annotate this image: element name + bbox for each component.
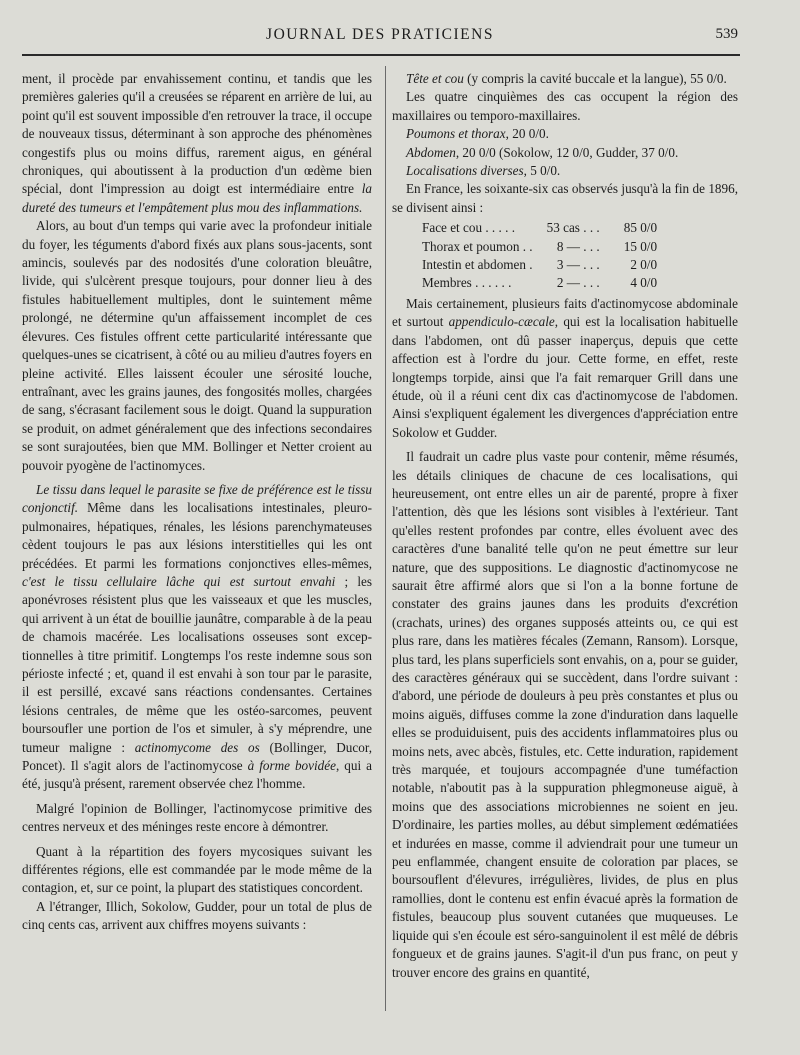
paragraph: ment, il procède par envahissement continu, et tandis que les premières galeries qu'il a creusées se réparent en arrière de lui, au point qu'il est souvent impossible d'en retrouver la trace, il occupe de nouveaux tissus, déterminant à son approche des phénomènes congestifs plus ou moins diffus, rarement aigus, en général chroniques, qui aboutissent à la production d'un œdème bien spécial, dont l'impression au doigt est intermédiaire entre la dureté des tumeurs et l'empâtement plus mou des inflammations. xyxy=(22,71,372,215)
paragraph: Mais certainement, plusieurs faits d'actinomycose abdominale et surtout appendiculo-cæcale, qui est la localisation habituelle dans l'abdomen, ont dû passer inaperçus, depuis que cette affection est à l'ordre du jour. Cette forme, en effet, reste longtemps torpide, ainsi que l'a fait remarquer Grill dans une étude, où il a réuni cent dix cas d'actinomycose de l'abdomen. Ainsi s'expliquent également les divergences d'appréciation entre Sokolow et Gudder. xyxy=(392,295,738,440)
paragraph: Malgré l'opinion de Bollinger, l'actinomycose primitive des centres nerveux et des méninges reste encore à démontrer. xyxy=(22,800,372,835)
paragraph: Le tissu dans lequel le parasite se fixe de préférence est le tissu conjonctif. Même dans les localisations intestinales, pleuro-pulmonaires, hépatiques, rénales, les lésions parenchymateuses cèdent toujours le pas aux lésions interstitielles qui les ont précédées. Et parmi les formations conjonctives elles-mêmes, c'est le tissu cellulaire lâche qui est surtout envahi ; les aponévroses résistent plus que les vaisseaux et que les muscles, qui arrivent à un état de bouillie jaunâtre, comparable à de la peau de chamois macérée. Les localisations osseuses sont exceptionnelles à titre primitif. Longtemps l'os reste indemne sous son périoste infecté ; et, quand il est envahi à son tour par le parasite, il est persillé, excavé sans réactions condensantes. Certaines lésions centrales, de même que les ostéo-sarcomes, peuvent boursoufler une portion de l'os et simuler, à s'y méprendre, une tumeur maligne : actinomycome des os (Bollinger, Ducor, Poncet). Il s'agit alors de l'actinomycose à forme bovidée, qui a été, jusqu'à présent, rarement observée chez l'homme. xyxy=(22,481,373,792)
left-column xyxy=(22,70,372,935)
percentage: 15 0/0 xyxy=(623,238,658,254)
distribution-table xyxy=(422,219,661,293)
case-count: 2 — . . . xyxy=(556,275,600,291)
region-label: Thorax et poumon . . xyxy=(422,238,533,254)
paragraph: A l'étranger, Illich, Sokolow, Gudder, pour un total de plus de cinq cents cas, arrivent aux chiffres moyens suivants : xyxy=(22,898,372,933)
column-divider xyxy=(385,66,386,1011)
region-label: Membres . . . . . . xyxy=(422,275,512,291)
paragraph: En France, les soixante-six cas observés jusqu'à la fin de 1896, se divisent ainsi : xyxy=(392,181,738,215)
paragraph: Les quatre cinquièmes des cas occupent la région des maxillaires ou temporo-maxillaires. xyxy=(392,89,738,123)
table-row xyxy=(422,219,661,237)
page-number: 539 xyxy=(715,26,738,42)
case-count: 53 cas . . . xyxy=(546,220,600,236)
paragraph: Abdomen, 20 0/0 (Sokolow, 12 0/0, Gudder, 37 0/0. xyxy=(406,144,679,160)
percentage: 2 0/0 xyxy=(630,257,658,273)
percentage: 4 0/0 xyxy=(630,275,658,291)
table-row xyxy=(422,238,661,256)
table-row xyxy=(422,256,661,274)
right-column xyxy=(392,70,738,982)
case-count: 3 — . . . xyxy=(556,257,600,273)
paragraph: Alors, au bout d'un temps qui varie avec la profondeur initiale du foyer, les téguments d'abord fixés aux plans sous-jacents, sont amincis, soulevés par des nodosités d'une coloration bleuâtre, livide, qui s'ulcèrent presque toujours, pour donner lieu à des fistules habituellement multiples, dont le suintement même prolongé, ne détermine qu'un affaissement incomplet de ces élevures. Ces fistules offrent cette particularité intéressante que quelques-unes se cicatrisent, à côté ou au milieu d'autres foyers en pleine activité. Elles laissent écouler une sérosité louche, entraînant, avec les grains jaunes, des fongosités molles, chargées de sang, s'écrasant facilement sous le doigt. Quand la suppuration se produit, on admet généralement que des infections secondaires se sont surajoutées, bien que MM. Bollinger et Netter croient au pouvoir pyogène de l'actinomyces. xyxy=(22,218,372,473)
paragraph: Il faudrait un cadre plus vaste pour contenir, même résumés, les détails cliniques de chacune de ces localisations, qui heureusement, ont entre elles un air de parenté, propre à fixer l'attention, dès que les lésions sont visibles à l'extérieur. Tant qu'elles restent profondes par contre, elles évoluent avec des caractères d'une banalité telle qu'on ne peut émettre sur leur nature, que des suppositions. Le diagnostic d'actinomycose ne saurait être affirmé alors que si l'on a la bonne fortune de constater des grains jaunes dans les produits d'excrétion (crachats, urines) des organes supposés atteints ou, ce qui est plus rare, dans les matières fécales (Zemann, Ransom). Lorsque, plus tard, les plans superficiels sont envahis, on a, pour se guider, des caractères généraux qui se succèdent, dans l'ordre suivant : d'abord, une période de douleurs à peu près constantes et plus ou moins aiguës, diffuses comme la zone d'induration dans laquelle elles se produiduisent, puis des accidents inflammatoires plus ou moins nets, avec abcès, fistules, etc. Cette induration, rapidement très marquée, et toujours accompagnée d'une tuméfaction notable, n'aboutit pas à la suppuration phlegmoneuse aiguë, à moins que des associations microbiennes ne soient en jeu. D'ordinaire, les parties molles, au début simplement œdématiées et indurées en masse, comme il adviendrait pour une tumeur un peu enflammée, changent ensuite de coloration par places, se boursouflent d'élevures, irrégulières, livides, de plus en plus ramollies, dont le contenu est enfin évacué après la formation de fistules, beaucoup plus souvent cutanées que muqueuses. Le liquide qui s'en écoule est séro-sanguinolent il est mêlé de débris fongueux et de grains jaunes. S'agit-il d'un pus franc, on peut y trouver encore des grains en quantité, xyxy=(392,449,738,980)
case-count: 8 — . . . xyxy=(556,238,600,254)
paragraph: Poumons et thorax, 20 0/0. xyxy=(406,126,549,142)
journal-title: JOURNAL DES PRATICIENS xyxy=(266,26,494,43)
region-label: Intestin et abdomen . xyxy=(422,257,533,273)
paragraph: Localisations diverses, 5 0/0. xyxy=(406,163,561,179)
paragraph: Tête et cou (y compris la cavité buccale et la langue), 55 0/0. xyxy=(406,71,727,86)
paragraph: Quant à la répartition des foyers mycosiques suivant les différentes régions, elle est commandée par le mode même de la contagion, et, sur ce point, la plupart des statistiques concordent. xyxy=(22,843,372,896)
region-label: Face et cou . . . . . xyxy=(422,220,516,236)
running-head xyxy=(22,26,738,48)
table-row xyxy=(422,274,661,292)
percentage: 85 0/0 xyxy=(623,220,658,236)
header-rule xyxy=(22,54,740,56)
